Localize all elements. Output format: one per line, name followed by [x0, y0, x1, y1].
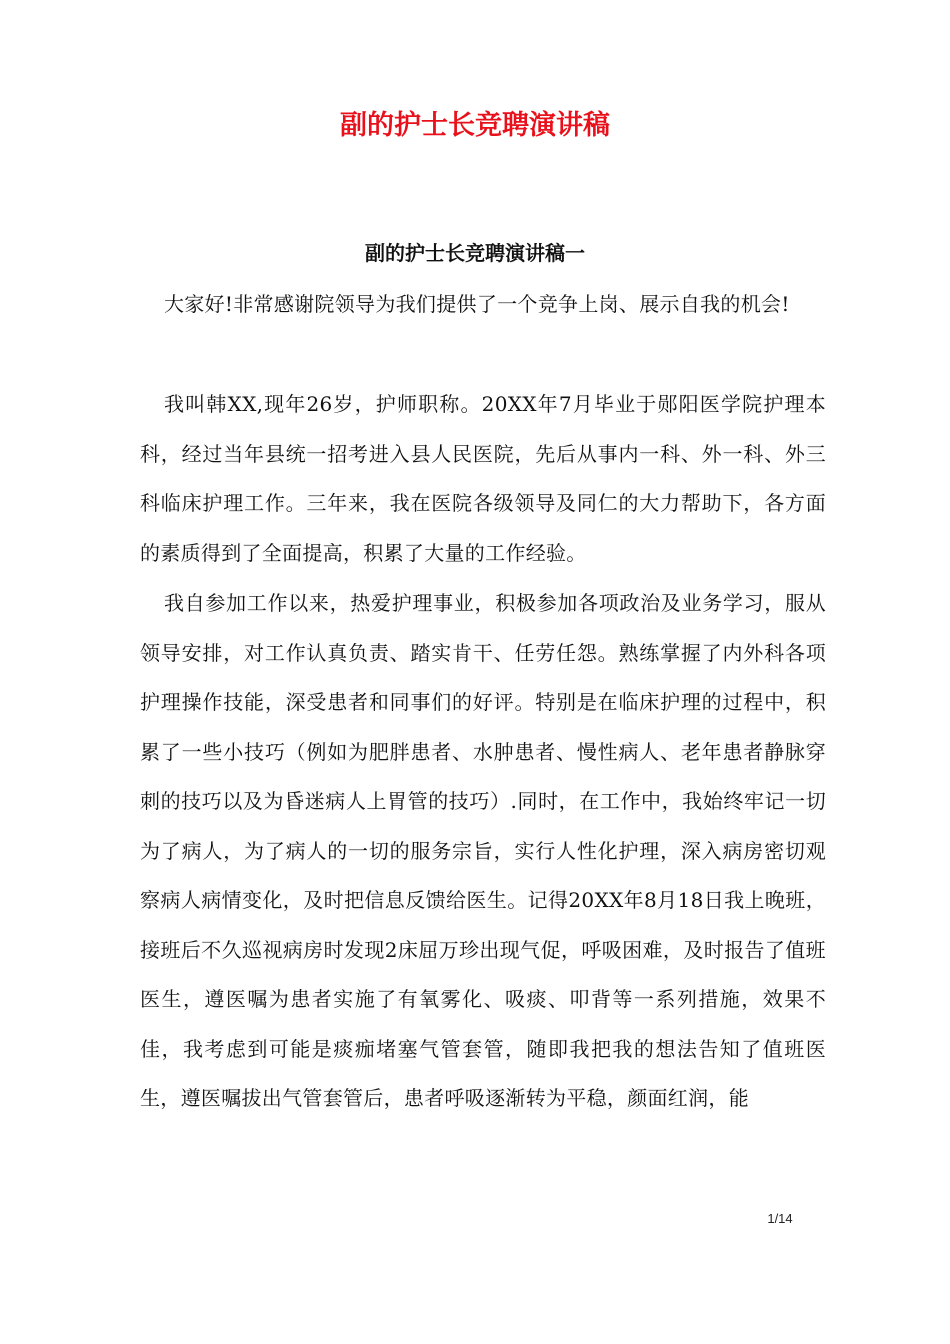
paragraph-introduction: 我叫韩XX,现年26岁，护师职称。20XX年7月毕业于郧阳医学院护理本科，经过当年县统一招考进入县人民医院，先后从事内一科、外一科、外三科临床护理工作。三年来，我在医院各级领导及同仁的大力帮助下，各方面的素质得到了全面提高，积累了大量的工作经验。: [140, 392, 826, 565]
paragraph-work-experience: 我自参加工作以来，热爱护理事业，积极参加各项政治及业务学习，服从领导安排，对工作认真负责、踏实肯干、任劳任怨。熟练掌握了内外科各项护理操作技能，深受患者和同事们的好评。特别是在临床护理的过程中，积累了一些小技巧（例如为肥胖患者、水肿患者、慢性病人、老年患者静脉穿刺的技巧以及为昏迷病人上胃管的技巧）.同时，在工作中，我始终牢记一切为了病人，为了病人的一切的服务宗旨，实行人性化护理，深入病房密切观察病人病情变化，及时把信息反馈给医生。记得20XX年8月18日我上晚班，接班后不久巡视病房时发现2床屈万珍出现气促，呼吸困难，及时报告了值班医生，遵医嘱为患者实施了有氧雾化、吸痰、叩背等一系列措施，效果不佳，我考虑到可能是痰痂堵塞气管套管，随即我把我的想法告知了值班医生，遵医嘱拔出气管套管后，患者呼吸逐渐转为平稳，颜面红润，能: [140, 591, 826, 1110]
document-title: 副的护士长竞聘演讲稿: [340, 110, 610, 141]
section-title: 副的护士长竞聘演讲稿一: [365, 241, 585, 265]
page-number: 1/14: [767, 1211, 793, 1226]
paragraph-greeting: 大家好!非常感谢院领导为我们提供了一个竞争上岗、展示自我的机会!: [164, 292, 790, 316]
